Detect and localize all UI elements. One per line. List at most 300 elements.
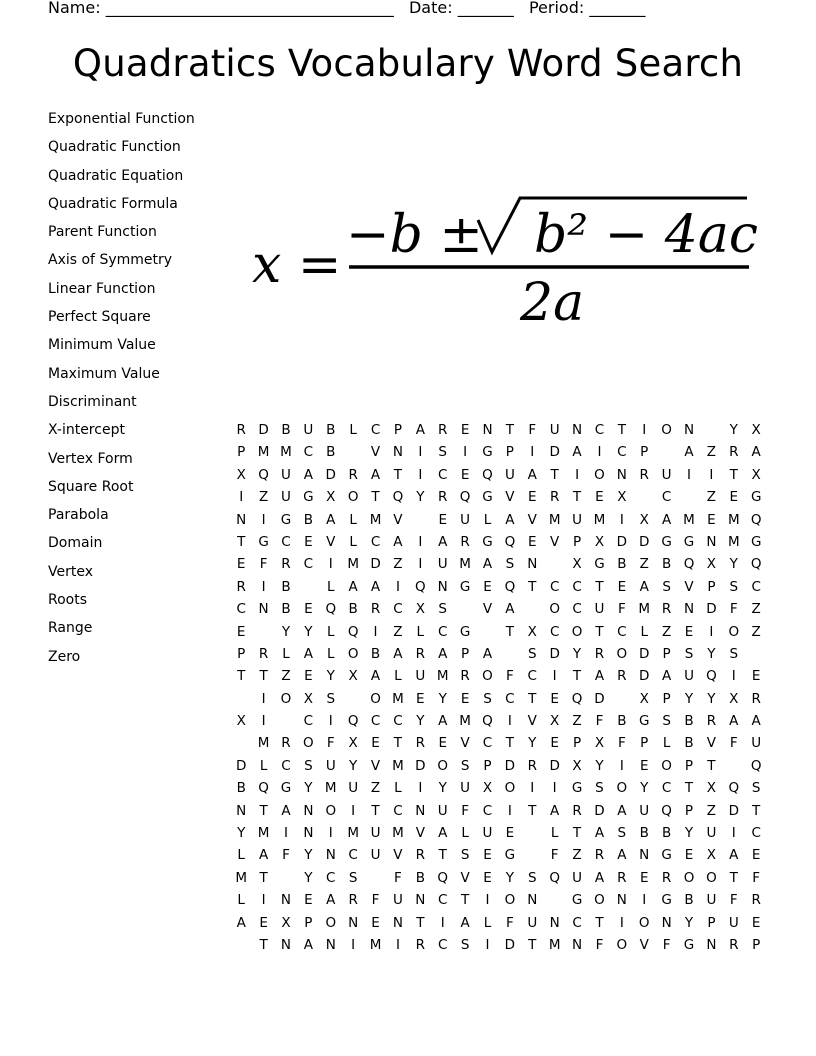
grid-letter[interactable]: F: [729, 892, 738, 909]
grid-letter[interactable]: C: [437, 892, 448, 909]
grid-letter[interactable]: N: [706, 533, 717, 550]
grid-letter[interactable]: A: [415, 422, 425, 438]
grid-letter[interactable]: [633, 488, 655, 510]
grid-letter[interactable]: V: [639, 936, 649, 953]
grid-letter[interactable]: R: [572, 802, 582, 819]
grid-letter[interactable]: R: [415, 645, 426, 662]
grid-letter[interactable]: X: [348, 668, 358, 685]
grid-letter[interactable]: C: [303, 556, 314, 573]
grid-letter[interactable]: I: [239, 489, 244, 506]
grid-letter[interactable]: E: [304, 601, 313, 618]
grid-letter[interactable]: U: [572, 869, 582, 886]
grid-letter[interactable]: C: [505, 690, 515, 707]
grid-letter[interactable]: I: [731, 668, 736, 685]
grid-letter[interactable]: A: [438, 825, 448, 842]
grid-letter[interactable]: T: [528, 578, 537, 595]
grid-letter[interactable]: C: [236, 601, 246, 618]
grid-letter[interactable]: X: [572, 556, 582, 573]
grid-letter[interactable]: N: [527, 892, 538, 909]
grid-letter[interactable]: D: [415, 757, 426, 774]
grid-letter[interactable]: U: [348, 780, 359, 797]
grid-letter[interactable]: A: [751, 444, 761, 461]
grid-letter[interactable]: N: [616, 892, 627, 909]
grid-letter[interactable]: G: [303, 489, 314, 506]
grid-letter[interactable]: [297, 578, 319, 600]
grid-letter[interactable]: X: [550, 713, 560, 730]
grid-letter[interactable]: [252, 623, 274, 645]
grid-letter[interactable]: L: [349, 533, 357, 550]
grid-letter[interactable]: E: [684, 847, 694, 864]
grid-letter[interactable]: B: [281, 601, 291, 618]
grid-letter[interactable]: A: [751, 713, 761, 730]
grid-letter[interactable]: I: [619, 757, 624, 774]
grid-letter[interactable]: M: [548, 511, 561, 528]
grid-letter[interactable]: L: [640, 623, 648, 640]
grid-letter[interactable]: T: [259, 936, 268, 953]
grid-letter[interactable]: I: [395, 936, 400, 953]
grid-letter[interactable]: R: [438, 489, 448, 506]
grid-letter[interactable]: A: [729, 847, 739, 864]
grid-letter[interactable]: Q: [706, 668, 717, 685]
grid-letter[interactable]: P: [572, 735, 582, 752]
grid-letter[interactable]: N: [527, 556, 538, 573]
grid-letter[interactable]: Q: [549, 869, 560, 886]
grid-letter[interactable]: D: [706, 601, 717, 618]
grid-letter[interactable]: R: [617, 869, 627, 886]
grid-letter[interactable]: N: [572, 422, 583, 438]
grid-letter[interactable]: I: [261, 511, 266, 528]
grid-letter[interactable]: [454, 600, 476, 622]
grid-letter[interactable]: T: [595, 623, 604, 640]
grid-letter[interactable]: S: [527, 869, 537, 886]
grid-letter[interactable]: C: [370, 713, 381, 730]
grid-letter[interactable]: Y: [572, 645, 582, 662]
grid-letter[interactable]: Y: [349, 757, 358, 774]
grid-letter[interactable]: L: [662, 735, 671, 752]
grid-letter[interactable]: E: [707, 511, 716, 528]
grid-letter[interactable]: Q: [750, 511, 762, 528]
grid-letter[interactable]: S: [684, 645, 694, 662]
grid-letter[interactable]: R: [661, 601, 672, 618]
grid-letter[interactable]: C: [549, 578, 560, 595]
grid-letter[interactable]: B: [348, 601, 358, 618]
grid-letter[interactable]: L: [237, 892, 245, 909]
grid-letter[interactable]: T: [371, 802, 380, 819]
grid-letter[interactable]: U: [706, 892, 717, 909]
grid-letter[interactable]: G: [571, 892, 583, 909]
grid-letter[interactable]: X: [482, 780, 493, 797]
grid-letter[interactable]: L: [326, 645, 335, 662]
grid-letter[interactable]: S: [729, 578, 739, 595]
grid-letter[interactable]: O: [280, 690, 292, 707]
grid-letter[interactable]: X: [751, 422, 761, 438]
grid-letter[interactable]: R: [281, 735, 291, 752]
grid-letter[interactable]: G: [661, 892, 672, 909]
grid-letter[interactable]: R: [258, 645, 269, 662]
grid-letter[interactable]: B: [415, 869, 425, 886]
grid-letter[interactable]: B: [303, 511, 313, 528]
grid-letter[interactable]: I: [507, 802, 512, 819]
grid-letter[interactable]: I: [395, 578, 400, 595]
grid-letter[interactable]: A: [438, 645, 448, 662]
grid-letter[interactable]: C: [661, 489, 672, 506]
grid-letter[interactable]: X: [415, 601, 425, 618]
grid-letter[interactable]: P: [707, 914, 716, 931]
grid-letter[interactable]: U: [594, 601, 605, 618]
grid-letter[interactable]: M: [683, 511, 695, 528]
grid-letter[interactable]: D: [594, 802, 605, 819]
grid-letter[interactable]: L: [550, 825, 559, 842]
grid-letter[interactable]: R: [415, 936, 426, 953]
grid-letter[interactable]: O: [347, 645, 359, 662]
grid-letter[interactable]: D: [235, 757, 247, 774]
grid-letter[interactable]: Q: [750, 757, 762, 774]
grid-letter[interactable]: P: [752, 936, 761, 953]
grid-letter[interactable]: O: [370, 690, 381, 707]
grid-letter[interactable]: M: [436, 668, 449, 685]
grid-letter[interactable]: S: [438, 444, 447, 461]
grid-letter[interactable]: E: [438, 511, 447, 528]
grid-letter[interactable]: Z: [572, 713, 582, 730]
grid-letter[interactable]: V: [527, 713, 537, 730]
grid-letter[interactable]: I: [418, 444, 423, 461]
grid-letter[interactable]: R: [751, 892, 761, 909]
grid-letter[interactable]: C: [281, 533, 291, 550]
grid-letter[interactable]: M: [257, 444, 270, 461]
grid-letter[interactable]: N: [706, 936, 717, 953]
grid-letter[interactable]: Z: [258, 489, 269, 506]
grid-letter[interactable]: U: [303, 422, 314, 438]
grid-letter[interactable]: C: [594, 422, 605, 438]
grid-letter[interactable]: C: [370, 533, 381, 550]
grid-letter[interactable]: I: [328, 713, 333, 730]
grid-letter[interactable]: C: [437, 936, 448, 953]
grid-letter[interactable]: T: [595, 914, 604, 931]
grid-letter[interactable]: Q: [661, 802, 672, 819]
grid-letter[interactable]: G: [482, 444, 493, 461]
grid-letter[interactable]: L: [461, 825, 469, 842]
grid-letter[interactable]: F: [617, 601, 626, 618]
grid-letter[interactable]: E: [236, 556, 246, 573]
grid-letter[interactable]: L: [483, 914, 492, 931]
grid-letter[interactable]: I: [373, 623, 378, 640]
grid-letter[interactable]: M: [548, 936, 561, 953]
grid-letter[interactable]: O: [325, 802, 337, 819]
grid-letter[interactable]: F: [617, 735, 626, 752]
grid-letter[interactable]: F: [550, 847, 559, 864]
grid-letter[interactable]: D: [639, 668, 650, 685]
grid-letter[interactable]: U: [482, 825, 493, 842]
grid-letter[interactable]: A: [348, 578, 358, 595]
grid-letter[interactable]: R: [415, 735, 426, 752]
grid-letter[interactable]: I: [418, 780, 423, 797]
grid-letter[interactable]: Y: [684, 914, 694, 931]
grid-letter[interactable]: N: [616, 466, 627, 483]
grid-letter[interactable]: G: [638, 713, 650, 730]
grid-letter[interactable]: T: [572, 825, 582, 842]
grid-letter[interactable]: C: [572, 601, 582, 618]
grid-letter[interactable]: O: [594, 466, 605, 483]
grid-letter[interactable]: D: [258, 422, 269, 438]
grid-letter[interactable]: T: [460, 892, 470, 909]
grid-letter[interactable]: O: [504, 780, 516, 797]
grid-letter[interactable]: T: [438, 847, 447, 864]
grid-letter[interactable]: A: [482, 556, 493, 573]
grid-letter[interactable]: P: [304, 914, 313, 931]
grid-letter[interactable]: C: [348, 847, 358, 864]
grid-letter[interactable]: Q: [347, 623, 359, 640]
grid-letter[interactable]: Q: [750, 556, 762, 573]
grid-letter[interactable]: A: [617, 847, 627, 864]
grid-letter[interactable]: [275, 712, 297, 734]
grid-letter[interactable]: O: [661, 422, 672, 438]
grid-letter[interactable]: I: [507, 713, 512, 730]
grid-letter[interactable]: S: [460, 936, 470, 953]
grid-letter[interactable]: T: [572, 489, 582, 506]
grid-letter[interactable]: C: [482, 735, 493, 752]
grid-letter[interactable]: B: [617, 556, 627, 573]
grid-letter[interactable]: V: [460, 869, 470, 886]
grid-letter[interactable]: V: [370, 444, 381, 461]
grid-letter[interactable]: F: [326, 735, 335, 752]
grid-letter[interactable]: T: [528, 690, 537, 707]
grid-letter[interactable]: X: [527, 623, 537, 640]
grid-letter[interactable]: Q: [347, 713, 359, 730]
grid-letter[interactable]: [499, 645, 521, 667]
grid-letter[interactable]: S: [460, 847, 470, 864]
grid-letter[interactable]: N: [661, 914, 672, 931]
grid-letter[interactable]: X: [594, 735, 605, 752]
grid-letter[interactable]: P: [572, 533, 582, 550]
grid-letter[interactable]: A: [303, 936, 313, 953]
grid-letter[interactable]: R: [460, 668, 470, 685]
grid-letter[interactable]: B: [684, 892, 694, 909]
grid-letter[interactable]: O: [638, 914, 650, 931]
grid-letter[interactable]: C: [437, 466, 448, 483]
grid-letter[interactable]: D: [549, 645, 560, 662]
grid-letter[interactable]: Y: [729, 556, 738, 573]
grid-letter[interactable]: N: [236, 802, 247, 819]
grid-letter[interactable]: Y: [707, 690, 716, 707]
grid-letter[interactable]: F: [729, 601, 738, 618]
grid-letter[interactable]: U: [415, 668, 426, 685]
grid-letter[interactable]: Q: [459, 489, 471, 506]
grid-letter[interactable]: N: [639, 847, 650, 864]
grid-letter[interactable]: C: [437, 623, 448, 640]
grid-letter[interactable]: Q: [392, 489, 404, 506]
grid-letter[interactable]: C: [393, 802, 403, 819]
grid-letter[interactable]: S: [617, 825, 627, 842]
grid-letter[interactable]: E: [751, 914, 761, 931]
grid-letter[interactable]: D: [370, 556, 381, 573]
grid-letter[interactable]: A: [326, 892, 336, 909]
grid-letter[interactable]: N: [683, 422, 695, 438]
grid-letter[interactable]: I: [731, 825, 736, 842]
grid-letter[interactable]: I: [597, 444, 602, 461]
grid-letter[interactable]: R: [594, 645, 605, 662]
grid-letter[interactable]: C: [572, 914, 582, 931]
grid-letter[interactable]: R: [348, 892, 358, 909]
grid-letter[interactable]: N: [258, 601, 269, 618]
grid-letter[interactable]: S: [460, 757, 470, 774]
grid-letter[interactable]: S: [751, 780, 761, 797]
grid-letter[interactable]: Y: [438, 690, 447, 707]
grid-letter[interactable]: Y: [304, 847, 313, 864]
grid-letter[interactable]: X: [572, 757, 582, 774]
grid-letter[interactable]: F: [662, 936, 671, 953]
grid-letter[interactable]: U: [572, 511, 582, 528]
grid-letter[interactable]: G: [482, 489, 493, 506]
grid-letter[interactable]: L: [394, 780, 402, 797]
grid-letter[interactable]: Y: [528, 735, 537, 752]
grid-letter[interactable]: G: [504, 847, 516, 864]
grid-letter[interactable]: A: [594, 825, 605, 842]
grid-letter[interactable]: X: [751, 466, 761, 483]
grid-letter[interactable]: L: [282, 645, 290, 662]
grid-letter[interactable]: X: [594, 533, 605, 550]
grid-letter[interactable]: T: [595, 578, 604, 595]
grid-letter[interactable]: U: [370, 825, 381, 842]
grid-letter[interactable]: X: [326, 489, 336, 506]
grid-letter[interactable]: F: [506, 668, 514, 685]
grid-letter[interactable]: O: [728, 623, 740, 640]
grid-letter[interactable]: O: [616, 780, 628, 797]
grid-letter[interactable]: E: [751, 847, 761, 864]
grid-letter[interactable]: D: [616, 533, 628, 550]
grid-letter[interactable]: I: [642, 422, 647, 438]
grid-letter[interactable]: M: [257, 735, 270, 752]
grid-letter[interactable]: I: [575, 466, 580, 483]
grid-letter[interactable]: R: [639, 466, 649, 483]
grid-letter[interactable]: [611, 690, 633, 712]
grid-letter[interactable]: L: [349, 422, 357, 438]
grid-letter[interactable]: R: [236, 422, 246, 438]
grid-letter[interactable]: S: [304, 757, 313, 774]
grid-letter[interactable]: V: [393, 847, 403, 864]
grid-letter[interactable]: F: [259, 556, 268, 573]
grid-letter[interactable]: I: [619, 914, 624, 931]
grid-letter[interactable]: [521, 846, 543, 868]
grid-letter[interactable]: Q: [482, 466, 493, 483]
grid-letter[interactable]: C: [370, 422, 381, 438]
grid-letter[interactable]: Q: [683, 556, 695, 573]
grid-letter[interactable]: T: [617, 422, 626, 438]
grid-letter[interactable]: Q: [571, 690, 583, 707]
grid-letter[interactable]: M: [727, 533, 740, 550]
grid-letter[interactable]: S: [438, 601, 447, 618]
grid-letter[interactable]: E: [550, 690, 559, 707]
grid-letter[interactable]: T: [572, 668, 582, 685]
grid-letter[interactable]: U: [549, 422, 560, 438]
grid-letter[interactable]: N: [325, 936, 336, 953]
grid-letter[interactable]: B: [617, 713, 627, 730]
grid-letter[interactable]: [745, 645, 767, 667]
grid-letter[interactable]: P: [640, 444, 649, 461]
grid-letter[interactable]: C: [527, 668, 537, 685]
grid-letter[interactable]: G: [661, 847, 672, 864]
grid-letter[interactable]: O: [549, 601, 560, 618]
grid-letter[interactable]: [342, 443, 364, 465]
grid-letter[interactable]: I: [351, 802, 356, 819]
grid-letter[interactable]: N: [236, 511, 247, 528]
grid-letter[interactable]: [723, 757, 745, 779]
grid-letter[interactable]: T: [393, 735, 403, 752]
grid-letter[interactable]: N: [482, 422, 493, 438]
grid-letter[interactable]: R: [751, 690, 761, 707]
grid-letter[interactable]: X: [236, 713, 246, 730]
grid-letter[interactable]: A: [393, 645, 403, 662]
grid-letter[interactable]: Y: [640, 780, 649, 797]
grid-letter[interactable]: O: [616, 936, 628, 953]
grid-letter[interactable]: [521, 824, 543, 846]
grid-letter[interactable]: M: [369, 936, 382, 953]
grid-letter[interactable]: X: [706, 556, 717, 573]
grid-letter[interactable]: U: [751, 735, 762, 752]
grid-letter[interactable]: [521, 600, 543, 622]
grid-letter[interactable]: E: [416, 690, 425, 707]
grid-letter[interactable]: I: [709, 466, 714, 483]
grid-letter[interactable]: A: [482, 645, 493, 662]
grid-letter[interactable]: I: [261, 713, 266, 730]
grid-letter[interactable]: A: [661, 511, 672, 528]
grid-letter[interactable]: I: [418, 556, 423, 573]
grid-letter[interactable]: Y: [438, 780, 447, 797]
grid-letter[interactable]: L: [416, 623, 425, 640]
grid-letter[interactable]: U: [392, 892, 403, 909]
grid-letter[interactable]: Z: [639, 556, 649, 573]
grid-letter[interactable]: [230, 690, 252, 712]
grid-letter[interactable]: A: [505, 601, 515, 618]
grid-letter[interactable]: P: [393, 422, 402, 438]
grid-letter[interactable]: O: [482, 668, 493, 685]
grid-letter[interactable]: A: [460, 914, 470, 931]
grid-letter[interactable]: P: [662, 645, 671, 662]
grid-letter[interactable]: X: [706, 780, 717, 797]
grid-letter[interactable]: R: [661, 869, 672, 886]
grid-letter[interactable]: P: [237, 444, 246, 461]
grid-letter[interactable]: C: [549, 623, 560, 640]
grid-letter[interactable]: Y: [304, 869, 313, 886]
grid-letter[interactable]: E: [259, 914, 268, 931]
grid-letter[interactable]: D: [325, 466, 336, 483]
grid-letter[interactable]: T: [505, 623, 514, 640]
grid-letter[interactable]: [230, 734, 252, 756]
grid-letter[interactable]: L: [326, 578, 335, 595]
grid-letter[interactable]: Y: [237, 825, 246, 842]
grid-letter[interactable]: Y: [416, 713, 425, 730]
grid-letter[interactable]: S: [729, 645, 739, 662]
grid-letter[interactable]: T: [505, 422, 514, 438]
grid-letter[interactable]: C: [751, 578, 761, 595]
grid-letter[interactable]: L: [394, 668, 402, 685]
grid-letter[interactable]: S: [595, 780, 604, 797]
grid-letter[interactable]: B: [661, 825, 672, 842]
grid-letter[interactable]: E: [483, 847, 492, 864]
grid-letter[interactable]: S: [326, 690, 336, 707]
grid-letter[interactable]: L: [237, 847, 245, 864]
grid-letter[interactable]: T: [259, 668, 268, 685]
grid-letter[interactable]: I: [261, 690, 266, 707]
grid-letter[interactable]: A: [572, 444, 582, 461]
grid-letter[interactable]: S: [662, 713, 671, 730]
grid-letter[interactable]: T: [371, 489, 380, 506]
grid-letter[interactable]: Q: [258, 780, 269, 797]
grid-letter[interactable]: F: [506, 914, 514, 931]
grid-letter[interactable]: U: [281, 466, 291, 483]
grid-letter[interactable]: T: [684, 780, 694, 797]
grid-letter[interactable]: I: [328, 556, 333, 573]
grid-letter[interactable]: F: [595, 936, 604, 953]
